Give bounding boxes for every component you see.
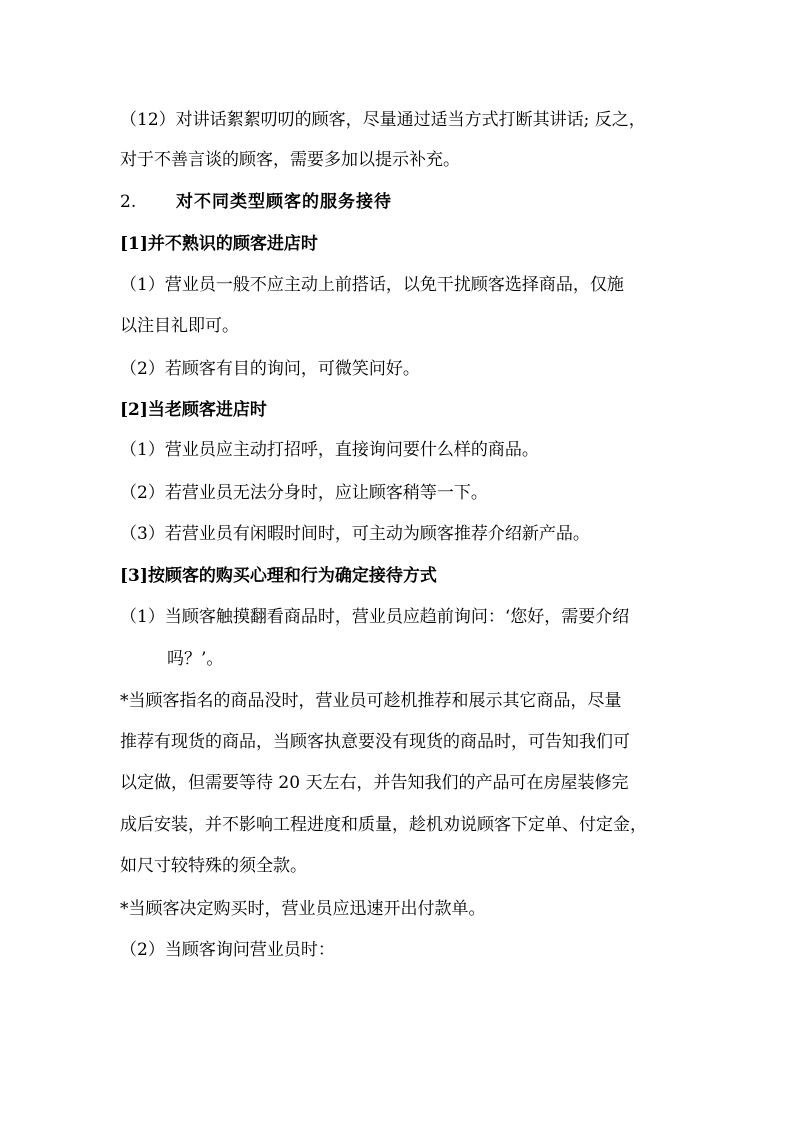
paragraph-line: 对于不善言谈的顾客，需要多加以提示补充。 (120, 150, 460, 170)
paragraph-line: （2）若顾客有目的询问，可微笑问好。 (120, 359, 420, 379)
paragraph-line: （1）当顾客触摸翻看商品时，营业员应趋前询问：‘您好，需要介绍 (120, 607, 630, 627)
paragraph-line: 吗？’。 (167, 649, 224, 669)
section-heading (120, 190, 392, 214)
section-number: 2. (120, 192, 137, 212)
subsection-heading: [1]并不熟识的顾客进店时 (120, 234, 318, 254)
paragraph-line: 以注目礼即可。 (120, 316, 239, 336)
paragraph-line: （3）若营业员有闲暇时间时，可主动为顾客推荐介绍新产品。 (120, 524, 590, 544)
paragraph-line: （1）营业员一般不应主动上前搭话，以免干扰顾客选择商品，仅施 (120, 275, 624, 295)
paragraph-line: 成后安装，并不影响工程进度和质量，趁机劝说顾客下定单、付定金， (120, 815, 647, 835)
section-title: 对不同类型顾客的服务接待 (176, 192, 392, 212)
paragraph-line: 推荐有现货的商品，当顾客执意要没有现货的商品时，可告知我们可 (120, 732, 630, 752)
paragraph-line: （2）若营业员无法分身时，应让顾客稍等一下。 (120, 483, 488, 503)
paragraph-line: 以定做，但需要等待 20 天左右，并告知我们的产品可在房屋装修完 (120, 773, 629, 793)
paragraph-line: 如尺寸较特殊的须全款。 (120, 856, 307, 876)
subsection-heading: [2]当老顾客进店时 (120, 400, 267, 420)
paragraph-line: *当顾客指名的商品没时，营业员可趁机推荐和展示其它商品，尽量 (120, 691, 622, 711)
paragraph-line: *当顾客决定购买时，营业员应迅速开出付款单。 (120, 899, 486, 919)
paragraph-line: （1）营业员应主动打招呼，直接询问要什么样的商品。 (120, 440, 539, 460)
paragraph-line: （12）对讲话絮絮叨叨的顾客，尽量通过适当方式打断其讲话; 反之， (120, 110, 646, 130)
paragraph-line: （2）当顾客询问营业员时： (120, 940, 335, 960)
subsection-heading: [3]按顾客的购买心理和行为确定接待方式 (120, 566, 437, 586)
